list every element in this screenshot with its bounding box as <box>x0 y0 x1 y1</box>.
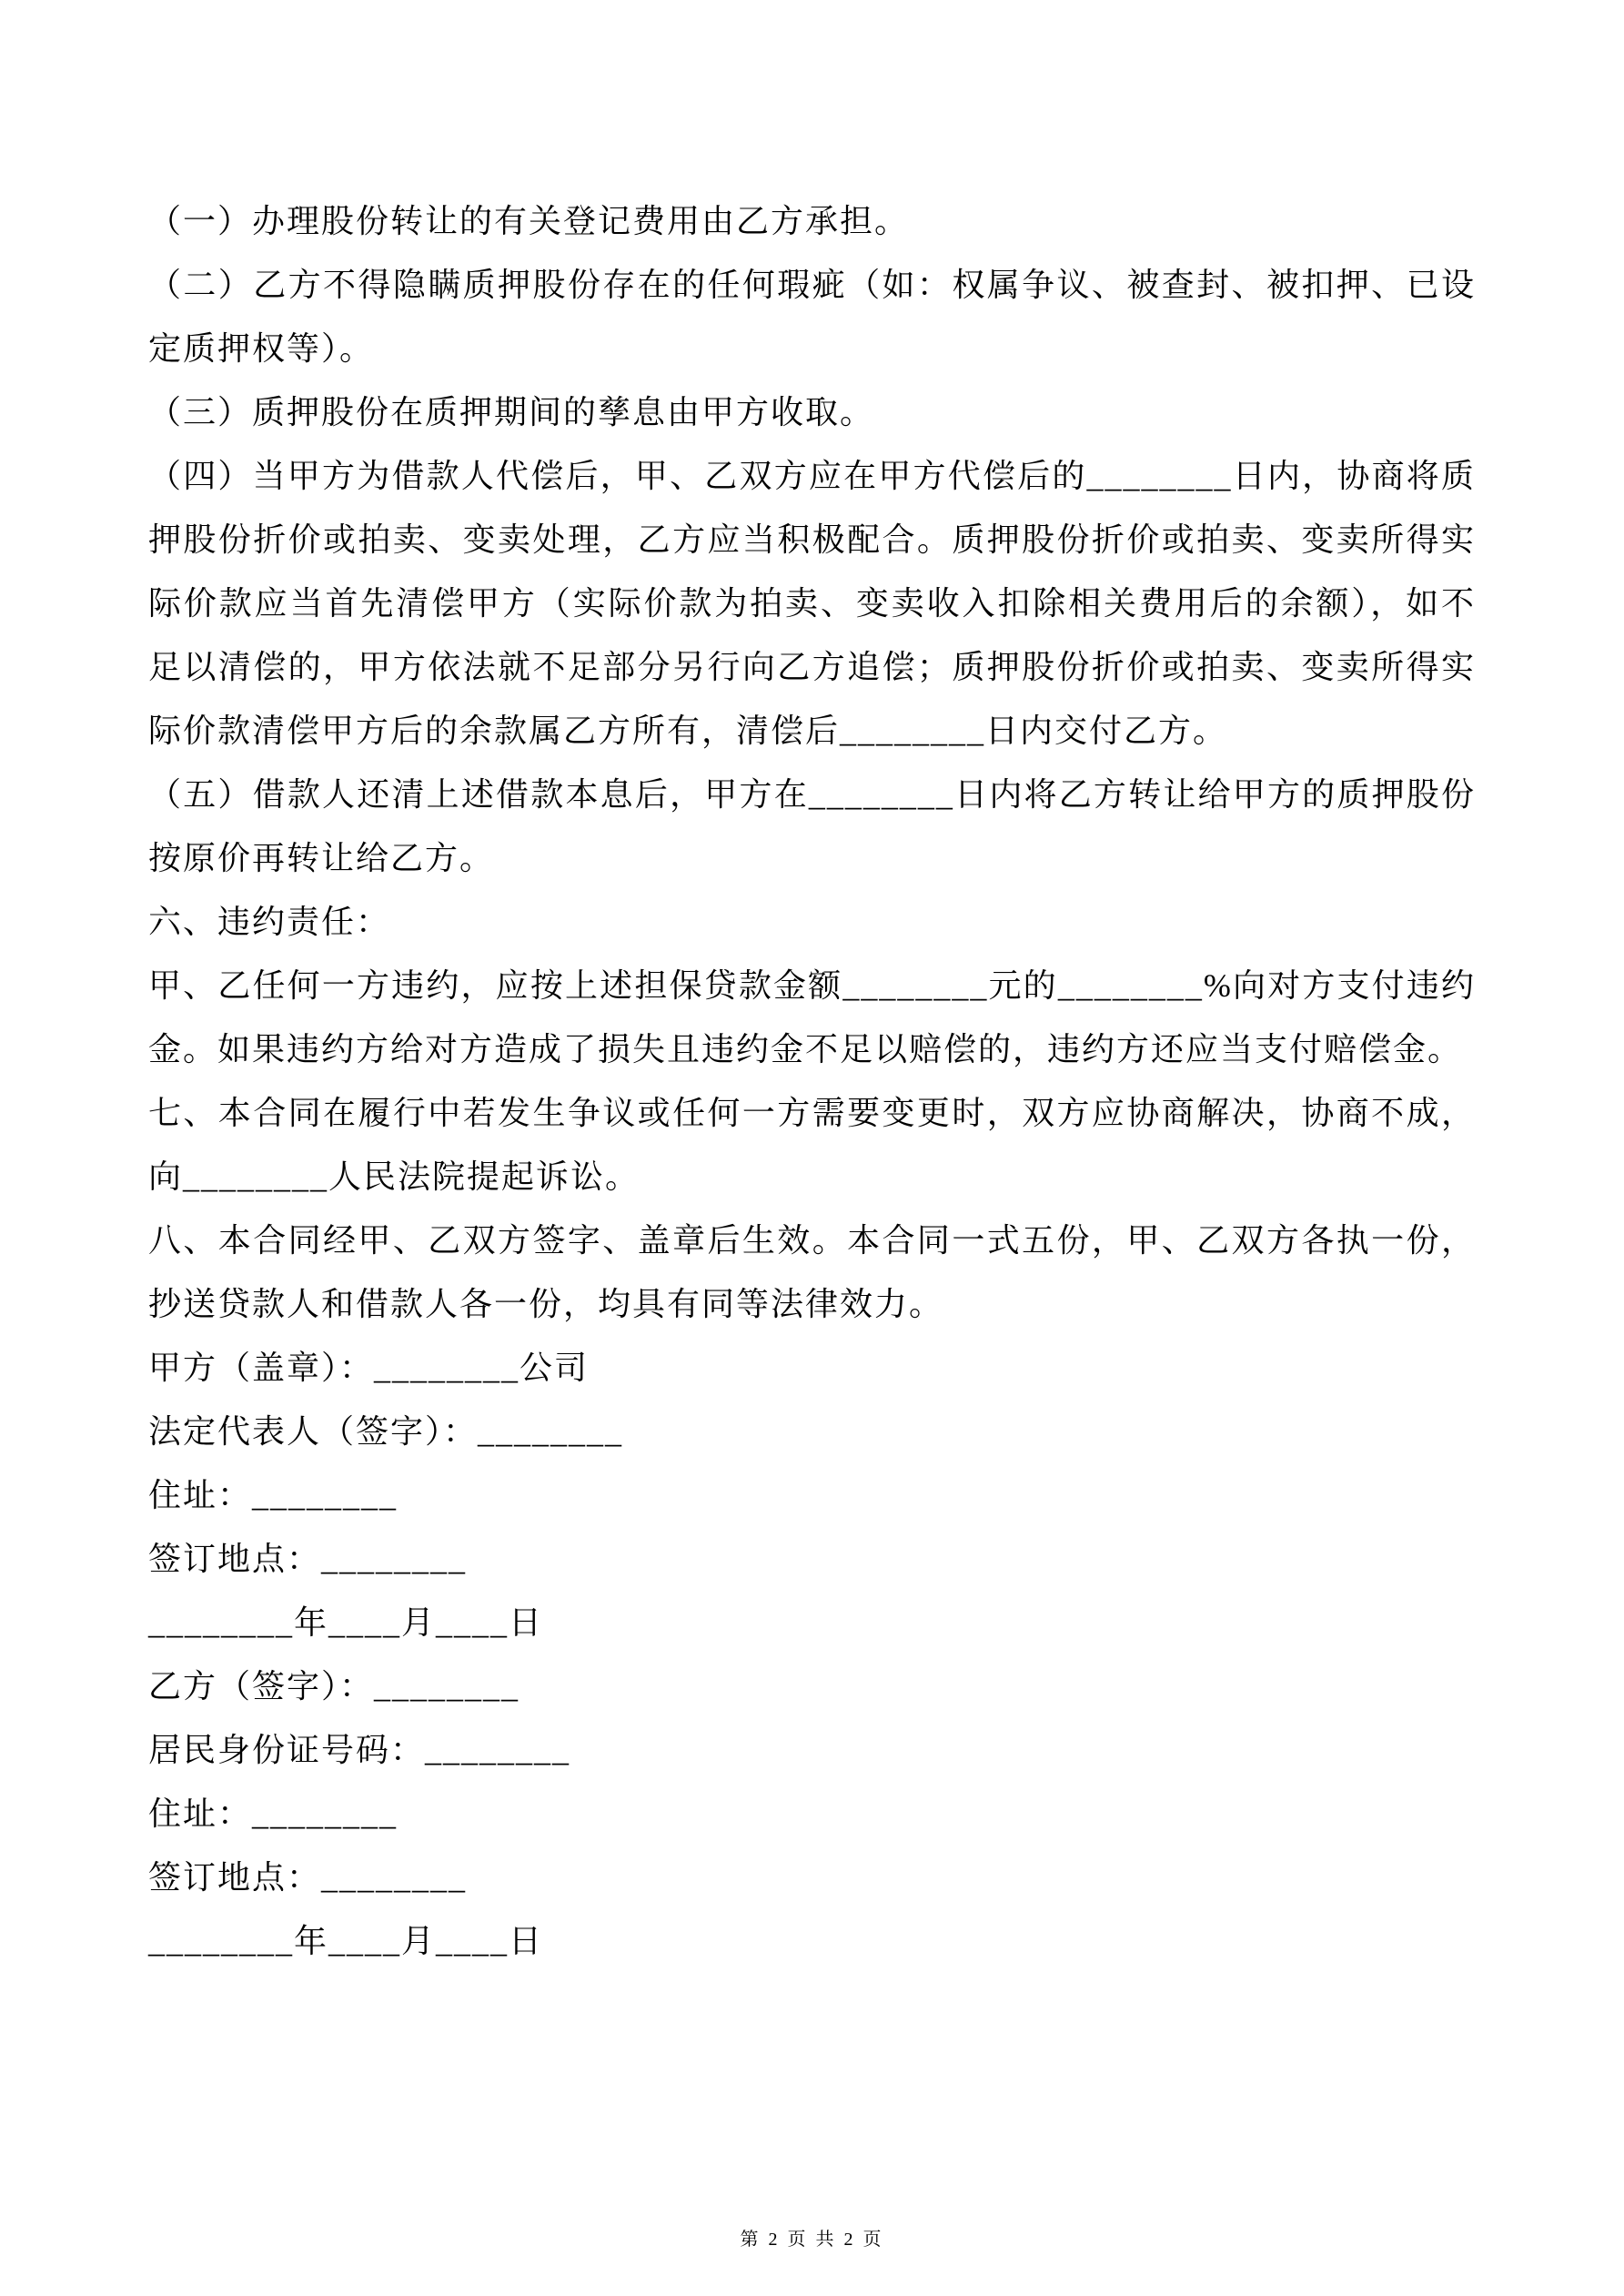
signature-block-party-b <box>148 1654 1476 1973</box>
party-b-sign-place-line: 签订地点：________ <box>148 1859 468 1896</box>
party-b-sign-line: 乙方（签字）：________ <box>148 1668 520 1704</box>
party-a-address-line: 住址：________ <box>148 1477 398 1513</box>
clause-paragraph-5: （五）借款人还清上述借款本息后，甲方在________日内将乙方转让给甲方的质押股份按原价再转让给乙方。 <box>148 776 1476 876</box>
clause-paragraph-4: （四）当甲方为借款人代偿后，甲、乙双方应在甲方代偿后的________日内，协商将质押股份折价或拍卖、变卖处理，乙方应当积极配合。质押股份折价或拍卖、变卖所得实际价款应当首先清偿甲方（实际价款为拍卖、变卖收入扣除相关费用后的余额），如不足以清偿的，甲方依法就不足部分另行向乙方追偿；质押股份折价或拍卖、变卖所得实际价款清偿甲方后的余款属乙方所有，清偿后________日内交付乙方。 <box>148 458 1476 749</box>
party-a-legal-rep-line: 法定代表人（签字）：________ <box>148 1413 624 1450</box>
clause-paragraph-1: （一）办理股份转让的有关登记费用由乙方承担。 <box>148 203 910 239</box>
party-b-date-line: ________年____月____日 <box>148 1923 543 1959</box>
clause-heading-breach-liability: 六、违约责任： <box>148 904 391 940</box>
party-b-address-line: 住址：________ <box>148 1795 398 1832</box>
clause-paragraph-2: （二）乙方不得隐瞒质押股份存在的任何瑕疵（如：权属争议、被查封、被扣押、已设定质押权等）。 <box>148 267 1476 367</box>
party-a-date-line: ________年____月____日 <box>148 1604 543 1641</box>
clause-paragraph-breach: 甲、乙任何一方违约，应按上述担保贷款金额________元的________%向对方支付违约金。如果违约方给对方造成了损失且违约金不足以赔偿的，违约方还应当支付赔偿金。 <box>148 967 1476 1067</box>
clause-paragraph-effectiveness: 八、本合同经甲、乙双方签字、盖章后生效。本合同一式五份，甲、乙双方各执一份，抄送贷款人和借款人各一份，均具有同等法律效力。 <box>148 1222 1476 1322</box>
clause-paragraph-3: （三）质押股份在质押期间的孳息由甲方收取。 <box>148 394 875 430</box>
clause-paragraph-dispute: 七、本合同在履行中若发生争议或任何一方需要变更时，双方应协商解决，协商不成，向________人民法院提起诉讼。 <box>148 1095 1476 1195</box>
signature-block-party-a <box>148 1336 1476 1654</box>
page-number-footer: 第 2 页 共 2 页 <box>740 2230 884 2250</box>
party-a-sign-place-line: 签订地点：________ <box>148 1541 468 1577</box>
party-a-seal-line: 甲方（盖章）：________公司 <box>148 1350 590 1386</box>
party-b-id-number-line: 居民身份证号码：________ <box>148 1732 571 1768</box>
